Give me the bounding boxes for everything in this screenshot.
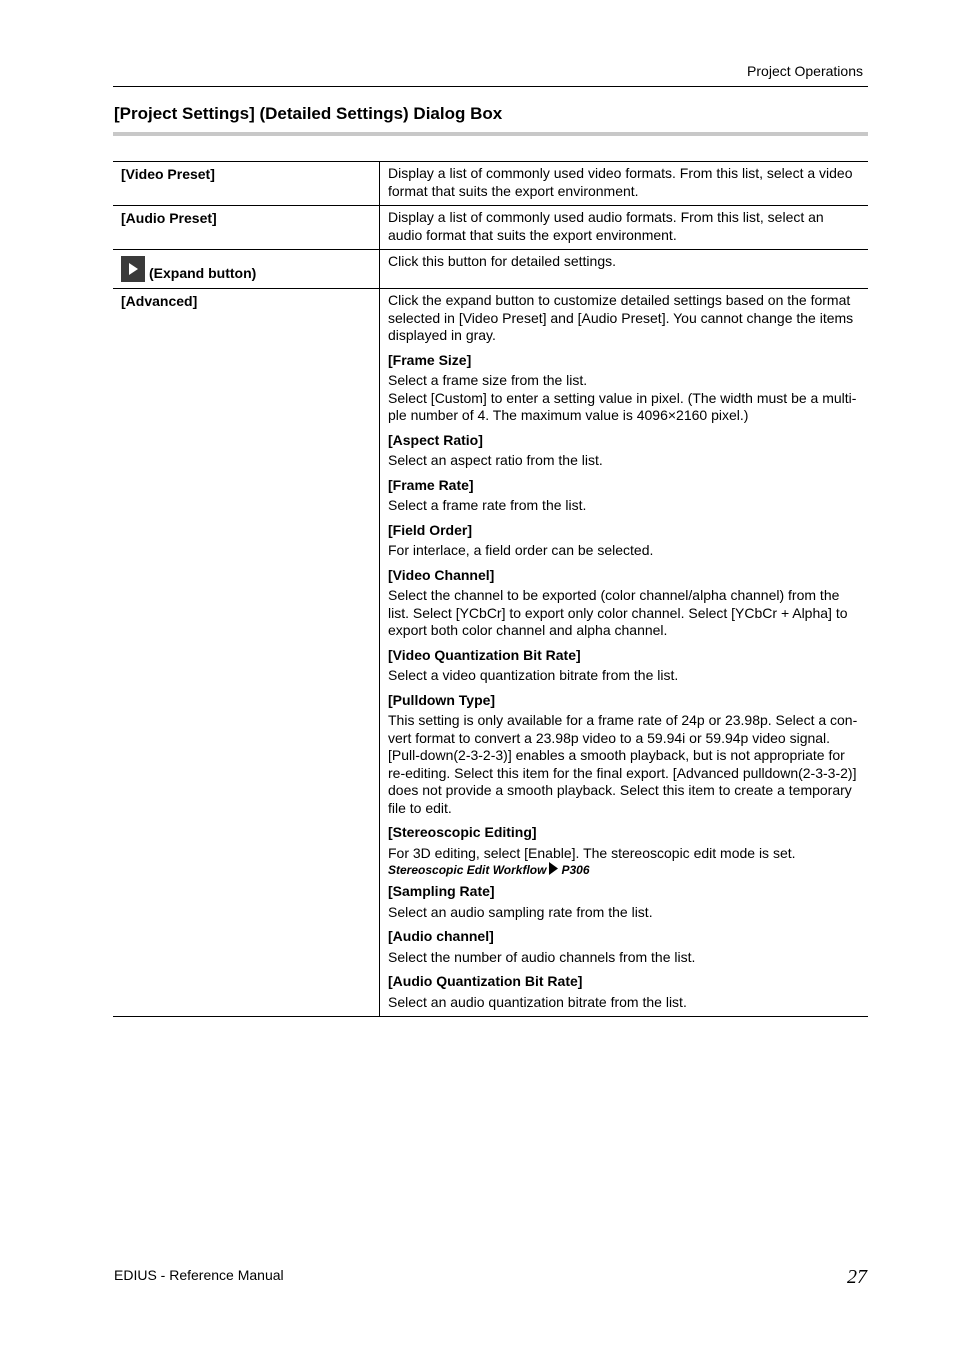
table-row (113, 250, 868, 289)
table-row (113, 162, 868, 206)
advanced-desc (380, 289, 869, 1017)
frame-size-text (388, 372, 860, 425)
video-quant-heading: [Video Quantization Bit Rate] (388, 646, 581, 663)
aspect-ratio-text: Select an aspect ratio from the list. (388, 452, 603, 468)
audio-quant-text: Select an audio quantization bitrate from the list. (388, 993, 687, 1010)
running-header: Project Operations (747, 63, 863, 79)
table-row (113, 289, 868, 1017)
aspect-ratio-heading: [Aspect Ratio] (388, 431, 483, 448)
frame-rate-text: Select a frame rate from the list. (388, 497, 587, 513)
row-key: [Video Preset] (113, 162, 380, 206)
frame-size-text-1: Select a frame size from the list. (388, 372, 588, 388)
audio-channel-text: Select the number of audio channels from the list. (388, 948, 696, 965)
stereo-text: For 3D editing, select [Enable]. The stereoscopic edit mode is set. (388, 844, 796, 861)
stereo-reference-link[interactable] (388, 862, 860, 879)
row-desc: Click this button for detailed settings. (380, 250, 869, 289)
sampling-heading: [Sampling Rate] (388, 883, 495, 899)
reference-arrow-icon (548, 862, 559, 879)
footer-manual-name: EDIUS - Reference Manual (114, 1267, 284, 1283)
frame-rate-heading: [Frame Rate] (388, 476, 474, 493)
title-underline (113, 132, 868, 136)
section-title: [Project Settings] (Detailed Settings) Dialog Box (114, 104, 503, 123)
row-key: [Advanced] (113, 289, 380, 1017)
audio-channel-heading: [Audio channel] (388, 928, 494, 944)
reference-link-text[interactable]: Stereoscopic Edit Workflow (388, 863, 547, 877)
field-order-text: For interlace, a field order can be selected. (388, 542, 654, 558)
pulldown-text: This setting is only available for a frame rate of 24p or 23.98p. Select a con-vert format to convert a 23.98p video to a 59.94i or 59.94p video signal. [Pull-down(2-3-2-3)] enables a smooth playback, but is not appropriate for re-editing. Select this item for the final export. [Advanced pulldown(2-3-3-2)] does not provide a smooth playback. Select this item to create a temporary file to edit. (388, 712, 858, 816)
frame-size-text-2: Select [Custom] to enter a setting value in pixel. (The width must be a multi-ple number of 4. The maximum value is 4096×2160 pixel.) (388, 389, 857, 423)
reference-page[interactable]: P306 (561, 863, 590, 877)
pulldown-heading: [Pulldown Type] (388, 691, 496, 708)
video-channel-text: Select the channel to be exported (color channel/alpha channel) from the list. Select [YCbCr] to export only color channel. Select [YCbCr + Alpha] to export both color channel and alpha channel. (388, 587, 848, 638)
sampling-text: Select an audio sampling rate from the list. (388, 903, 653, 920)
settings-table (113, 161, 868, 1017)
row-desc: Display a list of commonly used video formats. From this list, select a video format that suits the export environment. (380, 162, 869, 206)
row-key: [Audio Preset] (113, 206, 380, 250)
row-desc: Display a list of commonly used audio formats. From this list, select an audio format that suits the export environment. (380, 206, 869, 250)
table-row (113, 206, 868, 250)
video-quant-text: Select a video quantization bitrate from the list. (388, 667, 679, 683)
video-channel-heading: [Video Channel] (388, 566, 495, 583)
header-rule (113, 86, 868, 87)
expand-arrow-icon (121, 256, 145, 282)
audio-quant-heading: [Audio Quantization Bit Rate] (388, 973, 583, 989)
expand-button-label: (Expand button) (149, 264, 257, 281)
page-number: 27 (847, 1266, 867, 1288)
frame-size-heading: [Frame Size] (388, 351, 472, 368)
field-order-heading: [Field Order] (388, 521, 473, 538)
row-key-expand (113, 250, 380, 289)
stereo-heading: [Stereoscopic Editing] (388, 824, 537, 840)
advanced-intro: Click the expand button to customize detailed settings based on the format selected in [Video Preset] and [Audio Preset]. You cannot change the items displayed in gray. (388, 292, 854, 343)
